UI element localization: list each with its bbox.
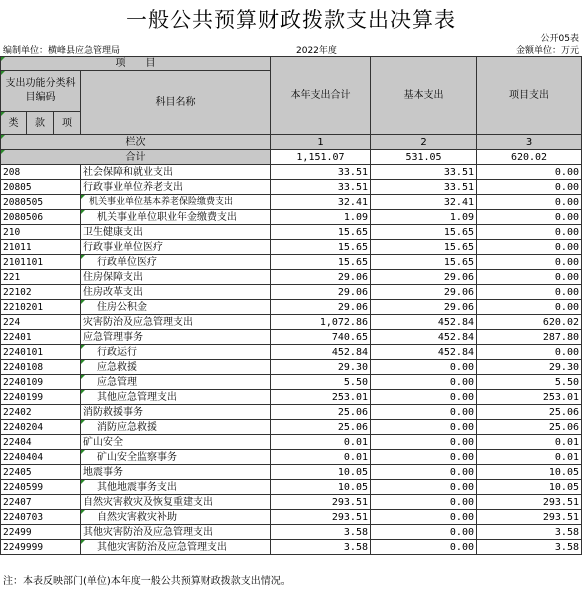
row-total: 740.65 xyxy=(271,330,371,345)
row-name: 卫生健康支出 xyxy=(81,225,271,240)
table-row xyxy=(1,525,582,540)
row-basic: 0.00 xyxy=(371,435,477,450)
table-number: 公开05表 xyxy=(540,34,579,44)
sum-label: 合计 xyxy=(1,150,271,165)
row-basic: 0.00 xyxy=(371,360,477,375)
money-unit-label: 金额单位：万元 xyxy=(515,46,579,56)
header-code-label: 支出功能分类科目编码 xyxy=(1,71,81,112)
row-name: 应急管理事务 xyxy=(81,330,271,345)
row-total: 3.58 xyxy=(271,540,371,555)
row-code: 22401 xyxy=(1,330,81,345)
row-name: 行政事业单位养老支出 xyxy=(81,180,271,195)
row-code: 2240204 xyxy=(1,420,81,435)
row-code: 21011 xyxy=(1,240,81,255)
row-total: 25.06 xyxy=(271,405,371,420)
row-name: 自然灾害救灾补助 xyxy=(81,510,271,525)
row-total: 29.06 xyxy=(271,285,371,300)
footnote: 注：本表反映部门(单位)本年度一般公共预算财政拨款支出情况。 xyxy=(3,576,291,587)
table-row xyxy=(1,195,582,210)
row-total: 1.09 xyxy=(271,210,371,225)
table-row xyxy=(1,210,582,225)
row-code: 221 xyxy=(1,270,81,285)
row-total: 15.65 xyxy=(271,240,371,255)
row-name: 消防救援事务 xyxy=(81,405,271,420)
row-project: 10.05 xyxy=(477,465,582,480)
row-code: 2240199 xyxy=(1,390,81,405)
row-code: 2240109 xyxy=(1,375,81,390)
row-total: 5.50 xyxy=(271,375,371,390)
row-basic: 33.51 xyxy=(371,165,477,180)
row-basic: 0.00 xyxy=(371,525,477,540)
row-total: 452.84 xyxy=(271,345,371,360)
row-project: 0.01 xyxy=(477,435,582,450)
row-project: 0.00 xyxy=(477,225,582,240)
row-project: 293.51 xyxy=(477,495,582,510)
row-name: 其他应急管理支出 xyxy=(81,390,271,405)
row-code: 22402 xyxy=(1,405,81,420)
sum-total: 1,151.07 xyxy=(271,150,371,165)
row-name: 机关事业单位职业年金缴费支出 xyxy=(81,210,271,225)
row-project: 0.00 xyxy=(477,180,582,195)
header-row-label: 栏次 xyxy=(1,135,271,150)
row-name: 地震事务 xyxy=(81,465,271,480)
row-total: 253.01 xyxy=(271,390,371,405)
row-code: 2240404 xyxy=(1,450,81,465)
row-total: 0.01 xyxy=(271,435,371,450)
row-name: 住房公积金 xyxy=(81,300,271,315)
row-project: 0.00 xyxy=(477,270,582,285)
row-project: 287.80 xyxy=(477,330,582,345)
row-code: 210 xyxy=(1,225,81,240)
row-code: 2240599 xyxy=(1,480,81,495)
row-name: 应急管理 xyxy=(81,375,271,390)
row-project: 25.06 xyxy=(477,405,582,420)
row-project: 0.00 xyxy=(477,240,582,255)
row-basic: 15.65 xyxy=(371,240,477,255)
row-basic: 0.00 xyxy=(371,540,477,555)
row-basic: 452.84 xyxy=(371,315,477,330)
row-code: 22102 xyxy=(1,285,81,300)
row-code: 22499 xyxy=(1,525,81,540)
table-row xyxy=(1,180,582,195)
row-project: 5.50 xyxy=(477,375,582,390)
row-total: 33.51 xyxy=(271,180,371,195)
row-code: 208 xyxy=(1,165,81,180)
row-name: 住房保障支出 xyxy=(81,270,271,285)
row-name: 机关事业单位基本养老保险缴费支出 xyxy=(81,195,271,210)
header-col2: 2 xyxy=(371,135,477,150)
expenditure-table xyxy=(0,56,582,555)
row-project: 3.58 xyxy=(477,540,582,555)
table-row xyxy=(1,330,582,345)
header-name-label: 科目名称 xyxy=(81,71,271,135)
row-project: 0.00 xyxy=(477,195,582,210)
row-basic: 0.00 xyxy=(371,510,477,525)
table-row xyxy=(1,255,582,270)
row-total: 15.65 xyxy=(271,255,371,270)
sum-basic: 531.05 xyxy=(371,150,477,165)
header-basic-col: 基本支出 xyxy=(371,57,477,135)
row-total: 293.51 xyxy=(271,495,371,510)
table-row xyxy=(1,300,582,315)
row-total: 10.05 xyxy=(271,480,371,495)
row-total: 29.30 xyxy=(271,360,371,375)
row-total: 293.51 xyxy=(271,510,371,525)
row-name: 消防应急救援 xyxy=(81,420,271,435)
table-row xyxy=(1,315,582,330)
row-code: 2080506 xyxy=(1,210,81,225)
row-code: 20805 xyxy=(1,180,81,195)
row-total: 33.51 xyxy=(271,165,371,180)
row-total: 29.06 xyxy=(271,270,371,285)
row-name: 其他灾害防治及应急管理支出 xyxy=(81,525,271,540)
row-basic: 32.41 xyxy=(371,195,477,210)
report-title: 一般公共预算财政拨款支出决算表 xyxy=(126,8,456,32)
header-lei: 类 xyxy=(1,112,27,135)
row-project: 0.00 xyxy=(477,255,582,270)
table-row xyxy=(1,510,582,525)
table-row xyxy=(1,390,582,405)
row-code: 22405 xyxy=(1,465,81,480)
table-row xyxy=(1,435,582,450)
row-basic: 33.51 xyxy=(371,180,477,195)
row-basic: 0.00 xyxy=(371,480,477,495)
row-project: 0.00 xyxy=(477,345,582,360)
row-total: 0.01 xyxy=(271,450,371,465)
row-project: 0.00 xyxy=(477,285,582,300)
row-name: 灾害防治及应急管理支出 xyxy=(81,315,271,330)
row-name: 应急救援 xyxy=(81,360,271,375)
row-code: 2249999 xyxy=(1,540,81,555)
row-total: 15.65 xyxy=(271,225,371,240)
row-project: 3.58 xyxy=(477,525,582,540)
row-code: 2240101 xyxy=(1,345,81,360)
row-basic: 29.06 xyxy=(371,300,477,315)
row-name: 矿山安全监察事务 xyxy=(81,450,271,465)
row-basic: 15.65 xyxy=(371,255,477,270)
row-total: 32.41 xyxy=(271,195,371,210)
row-code: 22407 xyxy=(1,495,81,510)
header-kuan: 款 xyxy=(27,112,54,135)
row-basic: 29.06 xyxy=(371,270,477,285)
header-total-col: 本年支出合计 xyxy=(271,57,371,135)
row-project: 253.01 xyxy=(477,390,582,405)
row-total: 3.58 xyxy=(271,525,371,540)
row-total: 1,072.86 xyxy=(271,315,371,330)
row-project: 0.00 xyxy=(477,210,582,225)
header-project-col: 项目支出 xyxy=(477,57,582,135)
row-project: 29.30 xyxy=(477,360,582,375)
row-name: 自然灾害救灾及恢复重建支出 xyxy=(81,495,271,510)
table-row xyxy=(1,240,582,255)
table-row xyxy=(1,225,582,240)
row-code: 2240108 xyxy=(1,360,81,375)
table-row xyxy=(1,345,582,360)
table-row xyxy=(1,465,582,480)
row-basic: 0.00 xyxy=(371,465,477,480)
header-col1: 1 xyxy=(271,135,371,150)
row-name: 行政事业单位医疗 xyxy=(81,240,271,255)
row-name: 社会保障和就业支出 xyxy=(81,165,271,180)
table-row xyxy=(1,405,582,420)
row-basic: 0.00 xyxy=(371,405,477,420)
row-code: 2101101 xyxy=(1,255,81,270)
row-basic: 0.00 xyxy=(371,390,477,405)
row-code: 2240703 xyxy=(1,510,81,525)
row-basic: 0.00 xyxy=(371,420,477,435)
row-project: 25.06 xyxy=(477,420,582,435)
row-total: 25.06 xyxy=(271,420,371,435)
meta-row xyxy=(0,43,582,56)
table-row xyxy=(1,495,582,510)
unit-label: 编制单位：横峰县应急管理局 xyxy=(3,46,121,56)
row-name: 矿山安全 xyxy=(81,435,271,450)
row-name: 住房改革支出 xyxy=(81,285,271,300)
row-name: 行政单位医疗 xyxy=(81,255,271,270)
table-row xyxy=(1,285,582,300)
row-basic: 0.00 xyxy=(371,495,477,510)
row-total: 10.05 xyxy=(271,465,371,480)
header-item: 项 目 xyxy=(1,57,271,71)
row-project: 0.01 xyxy=(477,450,582,465)
row-name: 其他地震事务支出 xyxy=(81,480,271,495)
header-xiang: 项 xyxy=(54,112,81,135)
row-basic: 452.84 xyxy=(371,345,477,360)
row-project: 293.51 xyxy=(477,510,582,525)
table-row xyxy=(1,360,582,375)
sum-project: 620.02 xyxy=(477,150,582,165)
row-code: 2210201 xyxy=(1,300,81,315)
row-basic: 452.84 xyxy=(371,330,477,345)
table-row xyxy=(1,375,582,390)
row-project: 0.00 xyxy=(477,165,582,180)
year-label: 2022年度 xyxy=(296,46,337,56)
row-total: 29.06 xyxy=(271,300,371,315)
table-row xyxy=(1,270,582,285)
row-project: 10.05 xyxy=(477,480,582,495)
table-row xyxy=(1,420,582,435)
table-row xyxy=(1,540,582,555)
row-code: 22404 xyxy=(1,435,81,450)
row-project: 620.02 xyxy=(477,315,582,330)
row-code: 2080505 xyxy=(1,195,81,210)
row-basic: 29.06 xyxy=(371,285,477,300)
row-basic: 1.09 xyxy=(371,210,477,225)
row-basic: 0.00 xyxy=(371,375,477,390)
row-name: 其他灾害防治及应急管理支出 xyxy=(81,540,271,555)
row-project: 0.00 xyxy=(477,300,582,315)
table-row xyxy=(1,480,582,495)
header-col3: 3 xyxy=(477,135,582,150)
table-row xyxy=(1,450,582,465)
row-basic: 0.00 xyxy=(371,450,477,465)
table-row xyxy=(1,165,582,180)
row-code: 224 xyxy=(1,315,81,330)
row-name: 行政运行 xyxy=(81,345,271,360)
row-basic: 15.65 xyxy=(371,225,477,240)
